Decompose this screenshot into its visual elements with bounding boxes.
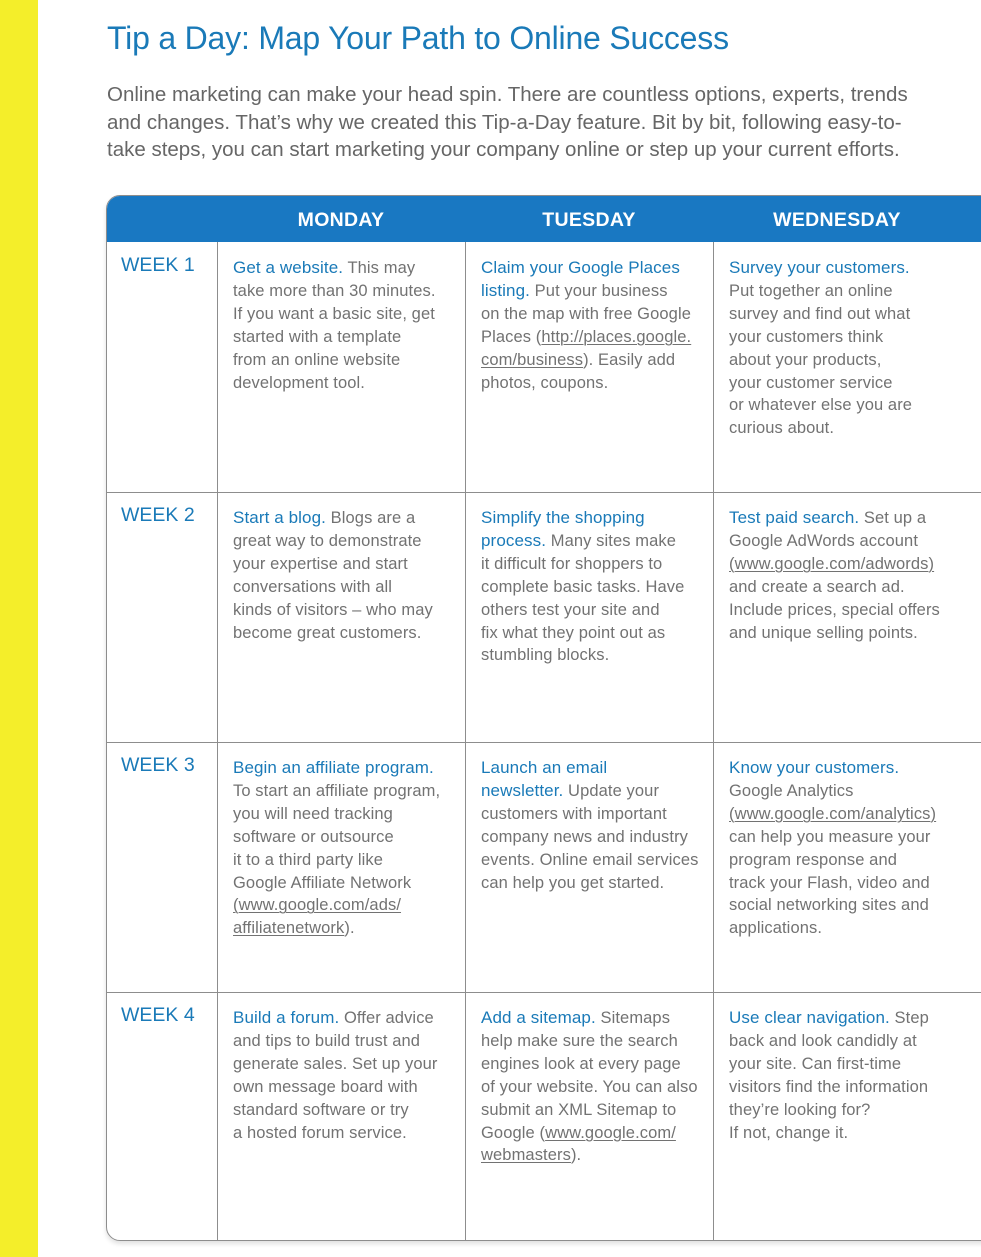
tip-heading: Claim your Google Places [481, 258, 680, 277]
table-row [107, 242, 981, 492]
tip-heading: Launch an email [481, 758, 608, 777]
tip-heading: Build a forum. [233, 1008, 340, 1027]
tip-heading: Get a website. [233, 258, 344, 277]
tip-cell-tuesday: Claim your Google Places listing. Put your business on the map with free Google Places (http://places.google. com/business). Easily add photos, coupons. [481, 257, 706, 394]
google-places-link[interactable]: com/business [481, 350, 584, 369]
affiliate-network-link[interactable]: www.google.com/ads/ [238, 896, 402, 915]
tip-heading: Start a blog. [233, 508, 326, 527]
tip-heading: Simplify the shopping [481, 508, 645, 527]
week-label: WEEK 4 [121, 1004, 195, 1026]
week-label: WEEK 3 [121, 754, 195, 776]
tip-cell-monday: Begin an affiliate program. To start an affiliate program, you will need tracking software or outsource it to a third party like Google Affiliate Network (www.google.com/ads/ affiliatenetwork). [233, 757, 458, 940]
tip-heading: Add a sitemap. [481, 1008, 596, 1027]
intro-line: Online marketing can make your head spin. There are countless options, experts, trends [107, 83, 908, 106]
tip-heading: Use clear navigation. [729, 1008, 890, 1027]
week-label: WEEK 1 [121, 254, 195, 276]
tip-heading: Test paid search. [729, 508, 860, 527]
tip-cell-wednesday: Use clear navigation. Step back and look candidly at your site. Can first-time visitors find the information they’re looking for? If not, change it. [729, 1008, 929, 1142]
tip-cell-tuesday: Simplify the shopping process. Many sites make it difficult for shoppers to complete basic tasks. Have others test your site and fix what they point out as stumbling blocks. [481, 507, 706, 667]
tip-cell-tuesday: Launch an email newsletter. Update your customers with important company news and industry events. Online email services can help you get started. [481, 757, 706, 894]
tip-calendar-table [106, 195, 981, 1241]
week-label: WEEK 2 [121, 504, 195, 526]
tip-cell-monday: Start a blog. Blogs are a great way to demonstrate your expertise and start conversations with all kinds of visitors – who may become great customers. [233, 508, 433, 642]
table-header-row [107, 196, 981, 242]
page-title: Tip a Day: Map Your Path to Online Success [107, 20, 729, 56]
tip-heading: Know your customers. [729, 758, 900, 777]
adwords-link[interactable]: www.google.com/adwords [734, 554, 929, 573]
yellow-margin-bar [0, 0, 38, 1257]
analytics-link[interactable]: www.google.com/analytics [734, 804, 931, 823]
column-header-wednesday: WEDNESDAY [773, 209, 901, 231]
intro-line: take steps, you can start marketing your company online or step up your current efforts. [107, 138, 900, 161]
tip-cell-monday: Get a website. This may take more than 30 minutes. If you want a basic site, get started with a template from an online website development tool. [233, 258, 436, 392]
google-places-link[interactable]: http://places.google. [541, 327, 692, 346]
column-header-monday: MONDAY [297, 209, 385, 231]
intro-line: and changes. That’s why we created this Tip-a-Day feature. Bit by bit, following easy-to- [107, 110, 902, 134]
webmasters-link[interactable]: webmasters [481, 1146, 571, 1165]
tip-heading: Survey your customers. [729, 258, 910, 277]
affiliate-network-link[interactable]: affiliatenetwork [233, 919, 345, 938]
tip-cell-wednesday: Know your customers. Google Analytics (www.google.com/analytics) can help you measure your program response and track your Flash, video and social networking sites and applications. [729, 757, 954, 940]
column-header-tuesday: TUESDAY [542, 209, 636, 231]
table-row [107, 492, 981, 742]
table-row [107, 742, 981, 992]
tip-heading: Begin an affiliate program. [233, 758, 434, 777]
tip-cell-monday: Build a forum. Offer advice and tips to build trust and generate sales. Set up your own message board with standard software or try a hosted forum service. [233, 1008, 438, 1142]
tip-cell-wednesday: Survey your customers. Put together an online survey and find out what your customers think about your products, your customer service or whatever else you are curious about. [729, 257, 954, 440]
tip-cell-wednesday: Test paid search. Set up a Google AdWords account (www.google.com/adwords) and create a search ad. Include prices, special offers and unique selling points. [729, 508, 940, 642]
webmasters-link[interactable]: www.google.com/ [545, 1123, 676, 1142]
intro-paragraph [107, 81, 927, 164]
table-row [107, 992, 981, 1241]
tip-cell-tuesday: Add a sitemap. Sitemaps help make sure the search engines look at every page of your website. You can also submit an XML Sitemap to Google (www.google.com/ webmasters). [481, 1008, 698, 1165]
